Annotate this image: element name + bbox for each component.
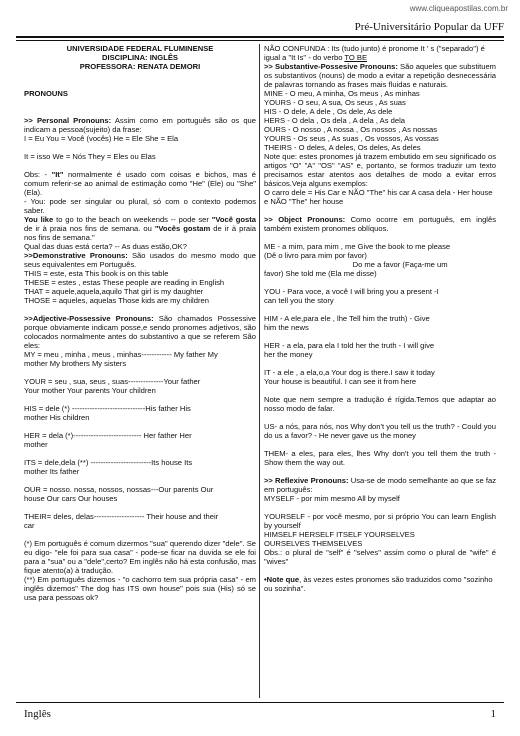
obs-you: - You: pode ser singular ou plural, só com o contexto podemos saber.: [24, 197, 256, 215]
you-like-example: You like to go to the beach on weekends -- pode ser "Você gosta de ir à praia nos fins de semana. ou "Vocês gostam de ir à praia nos fins de semana.": [24, 215, 256, 242]
professor: PROFESSORA: RENATA DEMORI: [79, 62, 201, 71]
op-her-2: her the money: [264, 350, 313, 359]
footer-rule: [16, 702, 504, 703]
reflexive-intro: >> Reflexive Pronouns: Usa-se de modo semelhante ao que se faz em português:: [264, 476, 496, 494]
possessive-her-2: mother: [24, 440, 48, 449]
op-me-3: Do me a favor (Faça-me um: [264, 260, 448, 269]
rp-list-1: HIMSELF HERSELF ITSELF YOURSELVES: [264, 530, 415, 539]
op-him-1: HIM - A ele,para ele , lhe Tell him the truth) - Give: [264, 314, 430, 323]
sp-examples: O carro dele = His Car e NÃO "The" his car A casa dela - Her house e NÃO "The" her house: [264, 188, 493, 206]
op-him-2: him the news: [264, 323, 309, 332]
possessive-her-1: HER = dela (*)--------------------------- Her father Her: [24, 431, 192, 440]
op-her-1: HER - a ela, para ela I told her the truth - I will give: [264, 341, 435, 350]
obs-it: Obs: - "It" normalmente é usado com coisas e bichos, mas é comum referir-se ao animal de estimação como "He" (Ele) ou "She" (Ela).: [24, 170, 256, 197]
possessive-our-2: house Our cars Our houses: [24, 494, 118, 503]
site-url: www.cliqueapostilas.com.br: [409, 4, 508, 13]
substantive-possessive-intro: >> Substantive-Possesive Pronouns: São aqueles que substituem os substantivos (nouns) de modo a evitar a repetição desnecessária de palavras tornando as frases mais fluidas e naturais.: [264, 62, 496, 89]
possessive-my-2: mother My brothers My sisters: [24, 359, 127, 368]
personal-pronouns-intro: >> Personal Pronouns: Assim como em português são os que indicam a pessoa(sujeito) da frase:: [24, 116, 256, 134]
sp-hers: HERS - O dela , Os dela , A dela , As dela: [264, 116, 405, 125]
nao-confunda: NÃO CONFUNDA : Its (tudo junto) é pronome It ' s ("separado") é igual a "It Is" - do verbo TO BE: [264, 44, 485, 62]
possessive-their-1: THEIR= deles, delas-------------------- Their house and their: [24, 512, 219, 521]
sp-note: Note que: estes pronomes já trazem embutido em seu significado os artigos "O" "A" "OS" "AS" e, portanto, se formos traduzir um texto precisamos estar atentos aos detalhes de modo a evitar erros básicos.Veja alguns exemplos:: [264, 152, 496, 188]
section-heading: PRONOUNS: [24, 89, 68, 98]
rp-myself: MYSELF - por mim mesmo All by myself: [264, 494, 400, 503]
sp-theirs: THEIRS - O deles, A deles, Os deles, As deles: [264, 143, 421, 152]
op-us: US- a nós, para nós, nos Why don't you tell us the truth? - Could you do us a favor? - He never gave us the money: [264, 422, 496, 440]
op-it-1: IT - a ele , a ela,o,a Your dog is there.I saw it today: [264, 368, 435, 377]
demonstrative-those: THOSE = aqueles, aquelas Those kids are my children: [24, 296, 209, 305]
demonstrative-this: THIS = este, esta This book is on this table: [24, 269, 169, 278]
personal-pronouns-row-1: I = Eu You = Você (vocês) He = Ele She = Ela: [24, 134, 179, 143]
page-number: 1: [490, 708, 496, 720]
possessive-my-1: MY = meu , minha , meus , minhas------------ My father My: [24, 350, 218, 359]
possessive-its-1: ITS = dele,dela (**) ------------------------Its house Its: [24, 458, 193, 467]
op-it-2: Your house is beautiful. I can see it from here: [264, 377, 417, 386]
right-column: [264, 44, 496, 698]
op-you-2: can tell you the story: [264, 296, 334, 305]
left-column: [24, 44, 256, 698]
possessive-our-1: OUR = nosso. nossa, nossos, nossas---Our parents Our: [24, 485, 214, 494]
op-them: THEM- a eles, para eles, lhes Why don't you tell them the truth - Show them the way out.: [264, 449, 496, 467]
demonstrative-intro: >>Demonstrative Pronouns: São usados do mesmo modo que seus equivalentes em Português.: [24, 251, 256, 269]
sp-yours-plural: YOURS - Os seus , As suas , Os vossos, As vossas: [264, 134, 439, 143]
university-name: UNIVERSIDADE FEDERAL FLUMINENSE: [66, 44, 214, 53]
discipline: DISCIPLINA: INGLÊS: [102, 53, 178, 62]
sp-yours: YOURS - O seu, A sua, Os seus , As suas: [264, 98, 406, 107]
sp-his: HIS - O dele, A dele , Os dele, As dele: [264, 107, 393, 116]
possessive-your-1: YOUR = seu , sua, seus , suas--------------Your father: [24, 377, 201, 386]
rp-list-2: OURSELVES THEMSELVES: [264, 539, 363, 548]
demonstrative-these: THESE = estes , estas These people are reading in English: [24, 278, 225, 287]
op-me-2: (Dê o livro para mim por favor): [264, 251, 367, 260]
adjective-possessive-intro: >>Adjective-Possessive Pronouns: São chamados Possessive porque obviamente indicam posse,e sendo pronomes adjetivos, são colocados normalmente antes do substantivo a que se referem São eles:: [24, 314, 256, 350]
rp-obs: Obs.: o plural de "self" é "selves" assim como o plural de "wife" é "wives": [264, 548, 496, 566]
possessive-his-2: mother His children: [24, 413, 90, 422]
op-it-note: Note que nem sempre a tradução é rígida.Temos que adaptar ao nosso modo de falar.: [264, 395, 496, 413]
op-me-4: favor) She told me (Ela me disse): [264, 269, 377, 278]
footer-subject: Inglês: [24, 708, 51, 720]
possessive-your-2: Your mother Your parents Your children: [24, 386, 156, 395]
possessive-his-1: HIS = dele (*) -----------------------------His father His: [24, 404, 191, 413]
column-divider: [259, 44, 260, 698]
note-sua-dele: (*) Em português é comum dizermos "sua" querendo dizer "dele". Se eu digo- "ele foi para sua casa" - pode-se ficar na duvida se ele foi para a "sua" ou a "dele",certo? Em inglês não há esta confusão, mas fique atento(a) à tradução.: [24, 539, 256, 575]
op-me-1: ME - a mim, para mim , me Give the book to me please: [264, 242, 451, 251]
sp-mine: MINE - O meu, A minha, Os meus , As minhas: [264, 89, 420, 98]
possessive-its-2: mother Its father: [24, 467, 80, 476]
you-like-question: Qual das duas está certa? -- As duas estão,OK?: [24, 242, 187, 251]
note-its-own: (**) Em português dizemos - "o cachorro tem sua própria casa" - em inglês dizemos" The dog has ITS own house" pois sua (His) só se usa para pessoas ok?: [24, 575, 256, 602]
rp-note: •Note que, às vezes estes pronomes são traduzidos como "sozinho ou sozinha".: [264, 575, 493, 593]
rp-yourself: YOURSELF - por você mesmo, por si próprio You can learn English by yourself: [264, 512, 496, 530]
sp-ours: OURS - O nosso , A nossa , Os nossos , As nossas: [264, 125, 438, 134]
object-pronouns-intro: >> Object Pronouns: Como ocorre em português, em inglês também existem pronomes oblíquos.: [264, 215, 496, 233]
header-title: Pré-Universitário Popular da UFF: [354, 21, 504, 33]
possessive-their-2: car: [24, 521, 35, 530]
op-you-1: YOU - Para voce, a você I will bring you a present -I: [264, 287, 439, 296]
demonstrative-that: THAT = aquele,aquela,aquilo That girl is my daughter: [24, 287, 204, 296]
personal-pronouns-row-2: It = isso We = Nós They = Eles ou Elas: [24, 152, 156, 161]
